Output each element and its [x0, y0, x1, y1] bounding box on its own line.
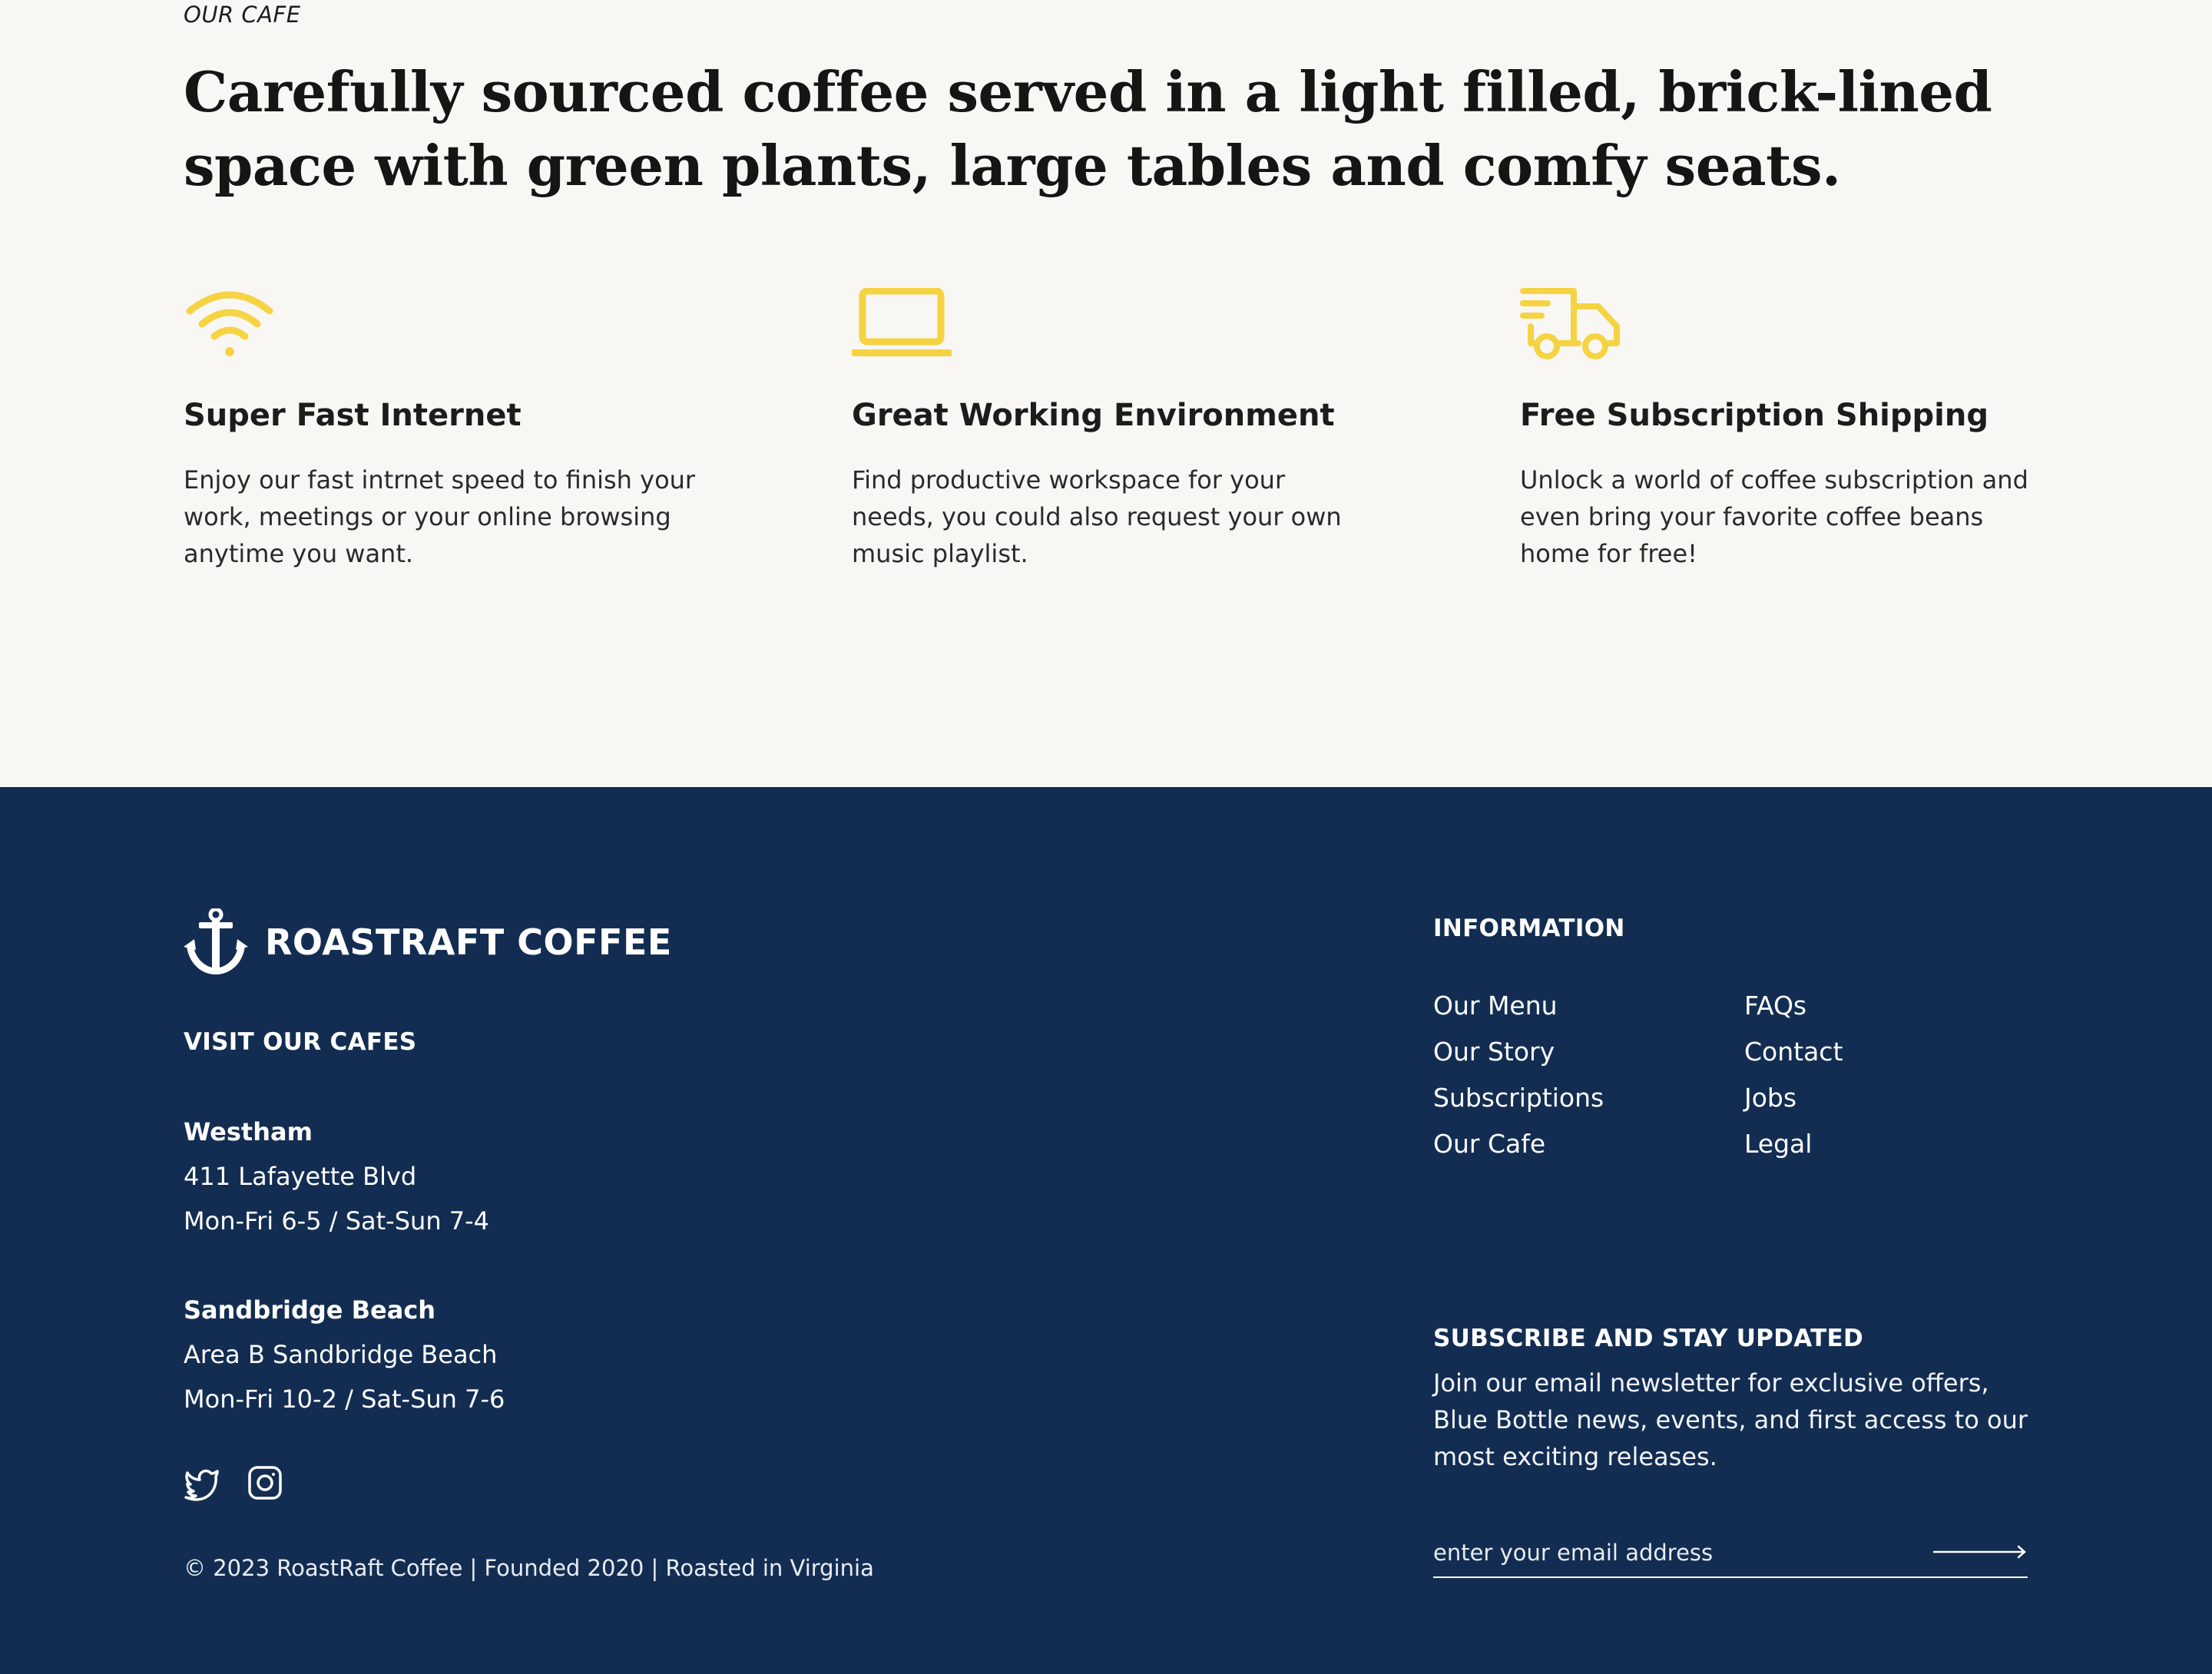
information-title: INFORMATION	[1433, 915, 1625, 942]
feature-description: Enjoy our fast intrnet speed to finish your work, meetings or your online browsing anytime you want.	[184, 465, 696, 568]
visit-cafes-title: VISIT OUR CAFES	[184, 1028, 417, 1056]
location-address: 411 Lafayette Blvd	[184, 1162, 417, 1191]
footer-link-jobs[interactable]: Jobs	[1744, 1083, 1797, 1113]
anchor-icon	[184, 908, 248, 976]
location-address: Area B Sandbridge Beach	[184, 1340, 498, 1369]
footer-link-our-story[interactable]: Our Story	[1433, 1037, 1555, 1067]
footer-link-faqs[interactable]: FAQs	[1744, 991, 1807, 1021]
feature-title: Great Working Environment	[852, 398, 1335, 433]
subscribe-title: SUBSCRIBE AND STAY UPDATED	[1433, 1325, 1864, 1352]
instagram-icon[interactable]	[247, 1464, 283, 1501]
footer-link-our-cafe[interactable]: Our Cafe	[1433, 1129, 1546, 1159]
laptop-icon	[852, 288, 1389, 372]
location-hours: Mon-Fri 10-2 / Sat-Sun 7-6	[184, 1385, 505, 1414]
location-name: Westham	[184, 1117, 313, 1146]
newsletter-form	[1433, 1532, 2028, 1578]
feature-subscription-shipping	[1520, 288, 2058, 568]
information-links-col2	[1744, 983, 1843, 1167]
information-links-col1	[1433, 983, 1604, 1167]
brand-name: ROASTRAFT COFFEE	[265, 921, 672, 963]
feature-title: Super Fast Internet	[184, 398, 522, 433]
our-cafe-section	[0, 0, 2212, 787]
arrow-right-icon[interactable]	[1932, 1543, 2028, 1561]
footer-link-subscriptions[interactable]: Subscriptions	[1433, 1083, 1604, 1113]
location-hours: Mon-Fri 6-5 / Sat-Sun 7-4	[184, 1206, 490, 1236]
location-sandbridge-beach	[184, 1288, 505, 1421]
social-links	[184, 1464, 283, 1501]
location-westham	[184, 1110, 489, 1243]
subscribe-description: Join our email newsletter for exclusive offers, Blue Bottle news, events, and first access to our most exciting releases.	[1433, 1368, 2028, 1471]
section-eyebrow: OUR CAFE	[184, 2, 301, 28]
feature-description: Unlock a world of coffee subscription and even bring your favorite coffee beans home for free!	[1520, 465, 2028, 568]
email-input[interactable]	[1433, 1532, 1925, 1573]
footer-link-legal[interactable]: Legal	[1744, 1129, 1813, 1159]
copyright-text: © 2023 RoastRaft Coffee | Founded 2020 | Roasted in Virginia	[184, 1555, 874, 1581]
feature-description: Find productive workspace for your needs, you could also request your own music playlist.	[852, 465, 1342, 568]
feature-title: Free Subscription Shipping	[1520, 398, 1988, 433]
wifi-icon	[184, 288, 721, 372]
footer-link-contact[interactable]: Contact	[1744, 1037, 1843, 1067]
cafe-headline: Carefully sourced coffee served in a light filled, brick-lined space with green plants, large tables and comfy seats.	[184, 59, 1992, 198]
brand-logo[interactable]	[184, 908, 672, 976]
footer-link-our-menu[interactable]: Our Menu	[1433, 991, 1558, 1021]
delivery-truck-icon	[1520, 288, 2058, 372]
feature-fast-internet	[184, 288, 721, 568]
twitter-icon[interactable]	[184, 1464, 220, 1501]
feature-working-environment	[852, 288, 1389, 568]
location-name: Sandbridge Beach	[184, 1295, 436, 1325]
site-footer	[0, 787, 2212, 1674]
